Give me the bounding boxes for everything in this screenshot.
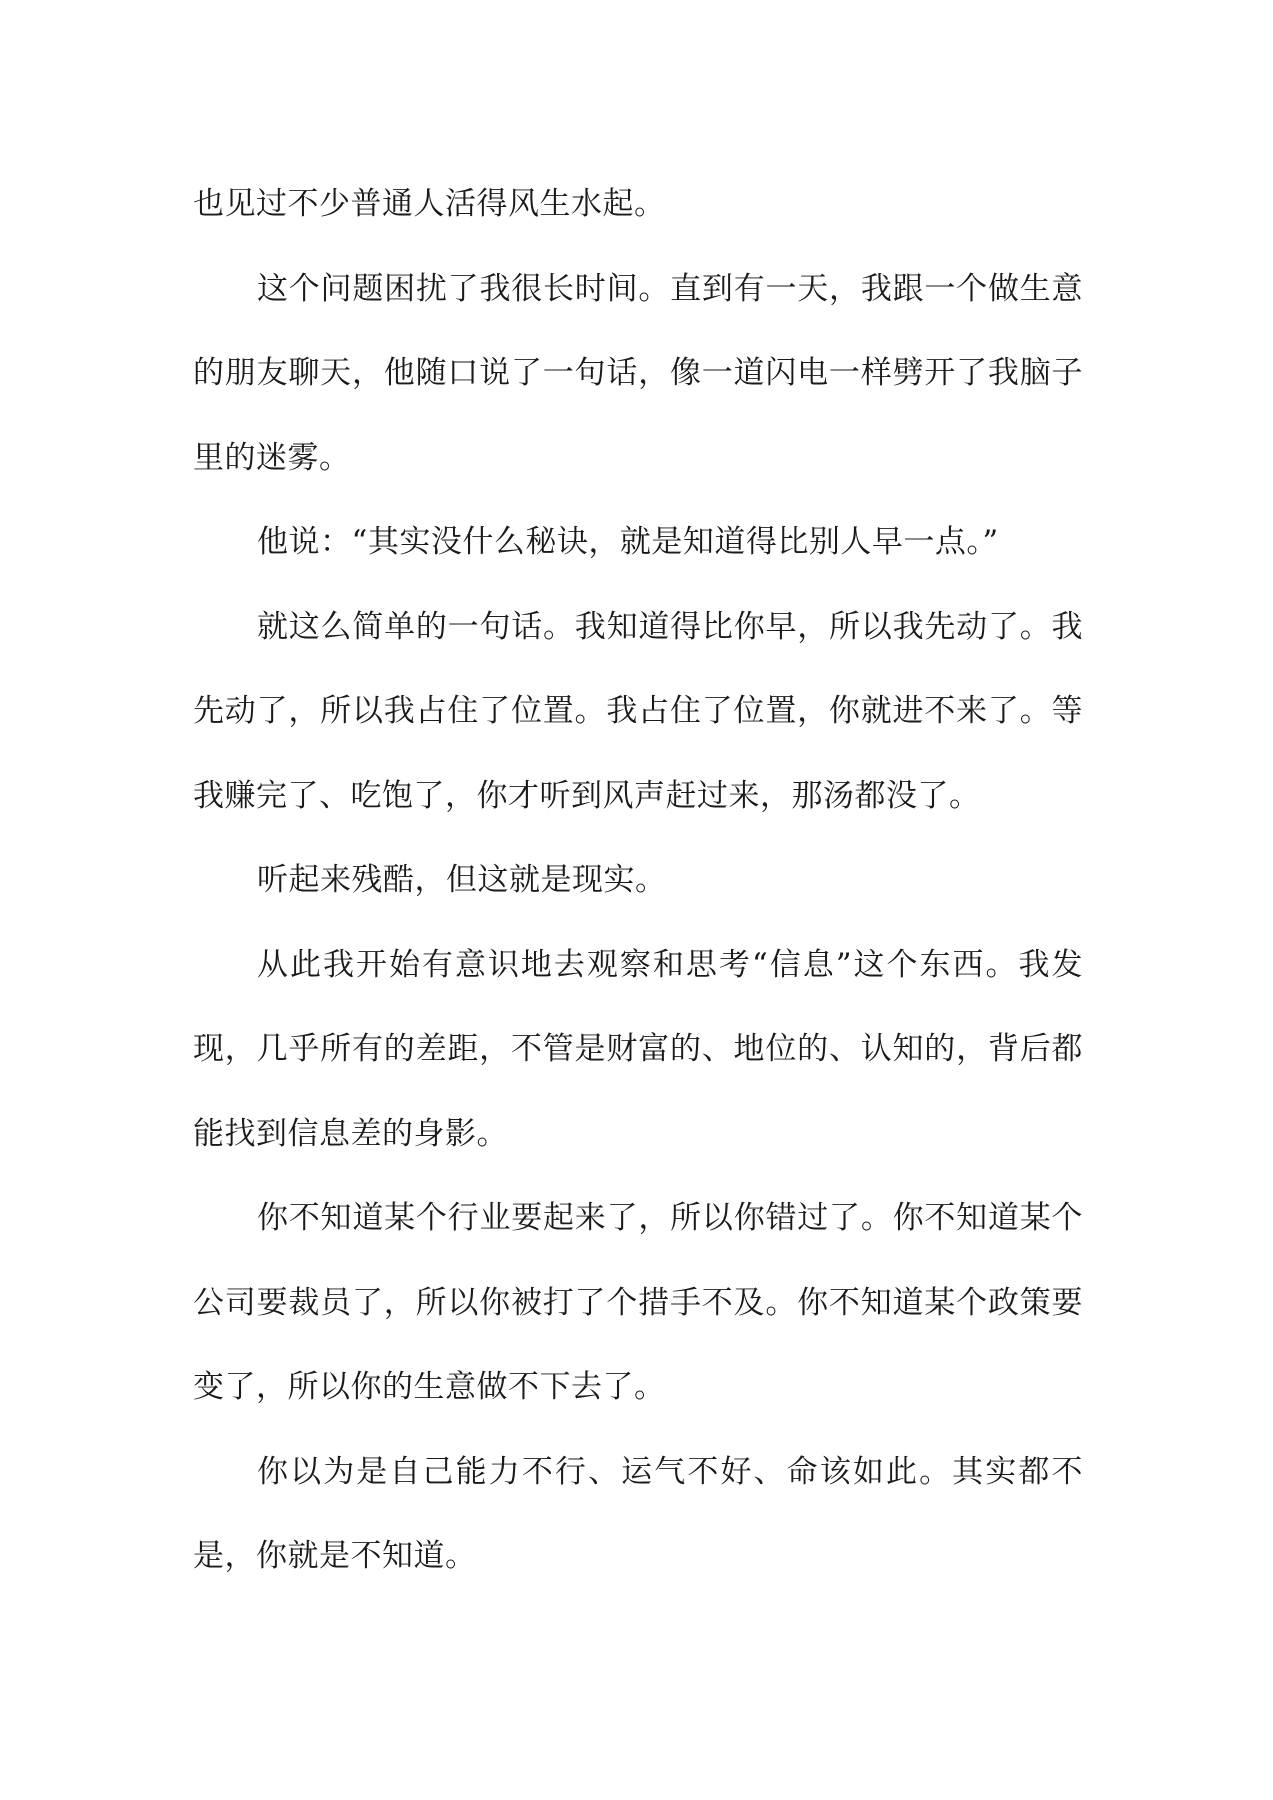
paragraph: 从此我开始有意识地去观察和思考“信息”这个东西。我发现，几乎所有的差距，不管是财富的、地位的、认知的，背后都能找到信息差的身影。	[193, 946, 1083, 1152]
document-body	[193, 162, 1083, 1599]
paragraph-continuation: 也见过不少普通人活得风生水起。	[193, 186, 666, 222]
paragraph: 听起来残酷，但这就是现实。	[257, 862, 667, 898]
paragraph: 他说：“其实没什么秘诀，就是知道得比别人早一点。”	[257, 524, 999, 560]
paragraph: 你以为是自己能力不行、运气不好、命该如此。其实都不是，你就是不知道。	[193, 1453, 1083, 1574]
paragraph: 你不知道某个行业要起来了，所以你错过了。你不知道某个公司要裁员了，所以你被打了个措手不及。你不知道某个政策要变了，所以你的生意做不下去了。	[193, 1200, 1083, 1405]
paragraph: 这个问题困扰了我很长时间。直到有一天，我跟一个做生意的朋友聊天，他随口说了一句话，像一道闪电一样劈开了我脑子里的迷雾。	[193, 270, 1083, 476]
paragraph: 就这么简单的一句话。我知道得比你早，所以我先动了。我先动了，所以我占住了位置。我占住了位置，你就进不来了。等我赚完了、吃饱了，你才听到风声赶过来，那汤都没了。	[193, 608, 1083, 814]
